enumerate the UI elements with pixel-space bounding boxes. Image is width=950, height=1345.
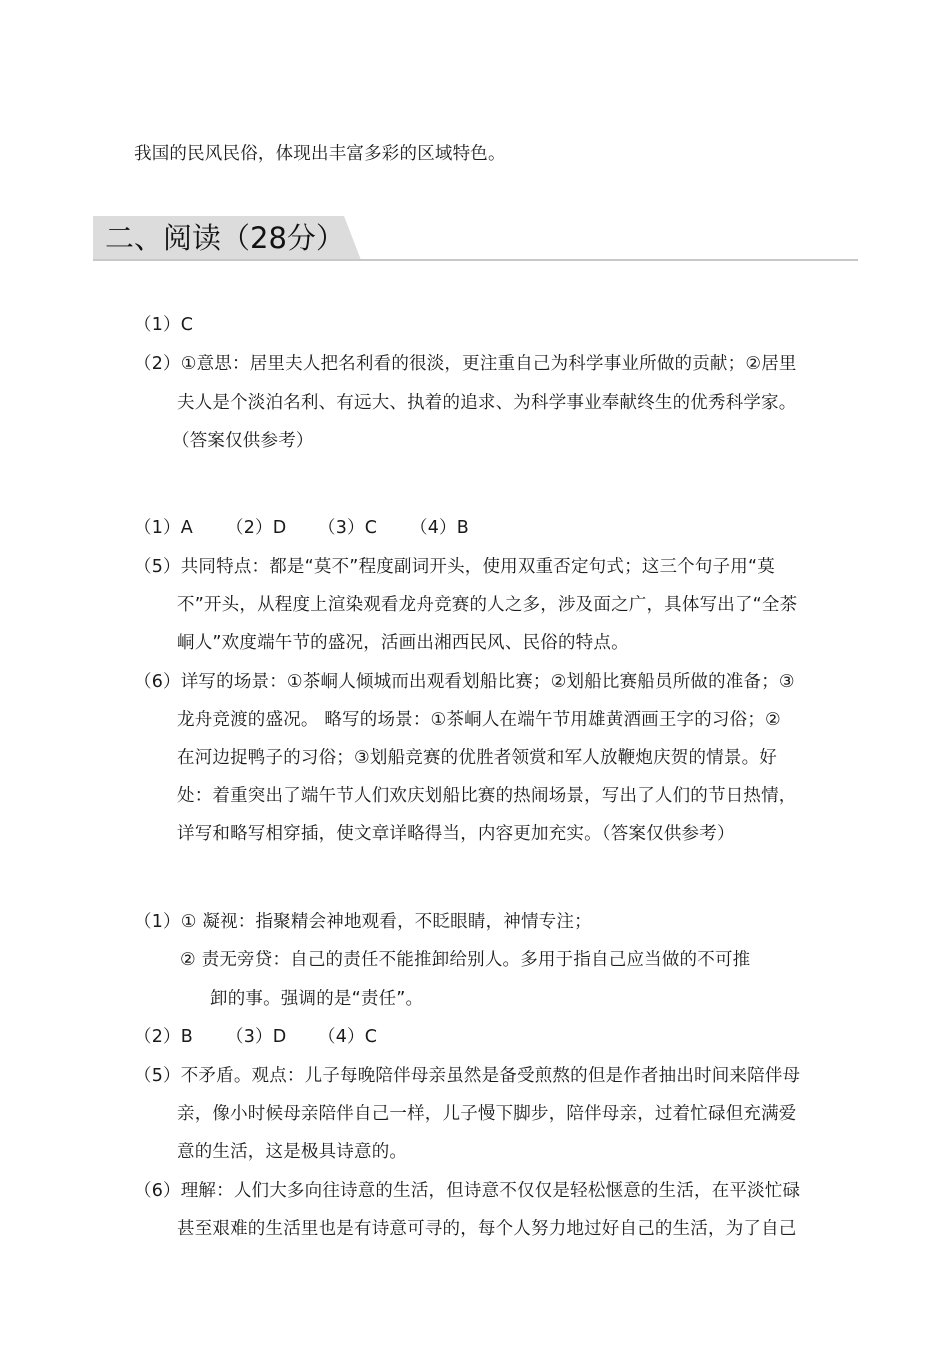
g1-q1-answer: （1）C	[134, 315, 194, 335]
g3-mc-answers	[134, 1025, 377, 1049]
g3-answer: （4）C	[318, 1027, 378, 1047]
g2-q5-line: （5）共同特点：都是“莫不”程度副词开头，使用双重否定句式；这三个句子用“莫	[134, 557, 775, 577]
g3-q6-line: （6）理解：人们大多向往诗意的生活，但诗意不仅仅是轻松惬意的生活，在平淡忙碌	[134, 1181, 801, 1201]
g2-q6-line: （6）详写的场景：①茶峒人倾城而出观看划船比赛；②划船比赛船员所做的准备；③	[134, 672, 795, 692]
g3-q1-line: ② 责无旁贷：自己的责任不能推卸给别人。多用于指自己应当做的不可推	[180, 950, 751, 970]
section-divider	[93, 259, 858, 261]
g1-q2-line: （答案仅供参考）	[172, 431, 314, 451]
g2-answer: （2）D	[226, 518, 287, 538]
g2-q6-line: 详写和略写相穿插，使文章详略得当，内容更加充实。（答案仅供参考）	[177, 824, 735, 844]
section-title: 二、阅读（28分）	[105, 221, 345, 255]
g3-q6-line: 甚至艰难的生活里也是有诗意可寻的，每个人努力地过好自己的生活，为了自己	[177, 1219, 797, 1239]
section-header	[93, 216, 858, 262]
g2-q6-line: 龙舟竞渡的盛况。 略写的场景：①茶峒人在端午节用雄黄酒画王字的习俗；②	[177, 710, 781, 730]
g3-answer: （2）B	[134, 1027, 193, 1047]
g2-q6-line: 处：着重突出了端午节人们欢庆划船比赛的热闹场景，写出了人们的节日热情，	[177, 786, 797, 806]
g3-q5-line: 亲，像小时候母亲陪伴自己一样，儿子慢下脚步，陪伴母亲，过着忙碌但充满爱	[177, 1104, 797, 1124]
g1-q2-line: 夫人是个淡泊名利、有远大、执着的追求、为科学事业奉献终生的优秀科学家。	[177, 393, 797, 413]
g3-q5-line: （5）不矛盾。观点：儿子每晚陪伴母亲虽然是备受煎熬的但是作者抽出时间来陪伴母	[134, 1066, 801, 1086]
g2-answer: （4）B	[410, 518, 469, 538]
intro-line: 我国的民风民俗，体现出丰富多彩的区域特色。	[134, 144, 506, 164]
g2-answer: （3）C	[318, 518, 378, 538]
g2-answer: （1）A	[134, 518, 193, 538]
g3-q5-line: 意的生活，这是极具诗意的。	[177, 1142, 408, 1162]
g2-mc-answers	[134, 516, 469, 540]
g2-q6-line: 在河边捉鸭子的习俗；③划船竞赛的优胜者领赏和军人放鞭炮庆贺的情景。好	[177, 748, 777, 768]
g3-q1-line: （1）① 凝视：指聚精会神地观看，不眨眼睛，神情专注；	[134, 912, 592, 932]
g1-q2-line: （2）①意思：居里夫人把名利看的很淡，更注重自己为科学事业所做的贡献；②居里	[134, 354, 797, 374]
g2-q5-line: 不”开头，从程度上渲染观看龙舟竞赛的人之多，涉及面之广，具体写出了“全茶	[177, 595, 798, 615]
g3-q1-line: 卸的事。强调的是“责任”。	[210, 989, 424, 1009]
g3-answer: （3）D	[226, 1027, 287, 1047]
g2-q5-line: 峒人”欢度端午节的盛况，活画出湘西民风、民俗的特点。	[177, 633, 629, 653]
